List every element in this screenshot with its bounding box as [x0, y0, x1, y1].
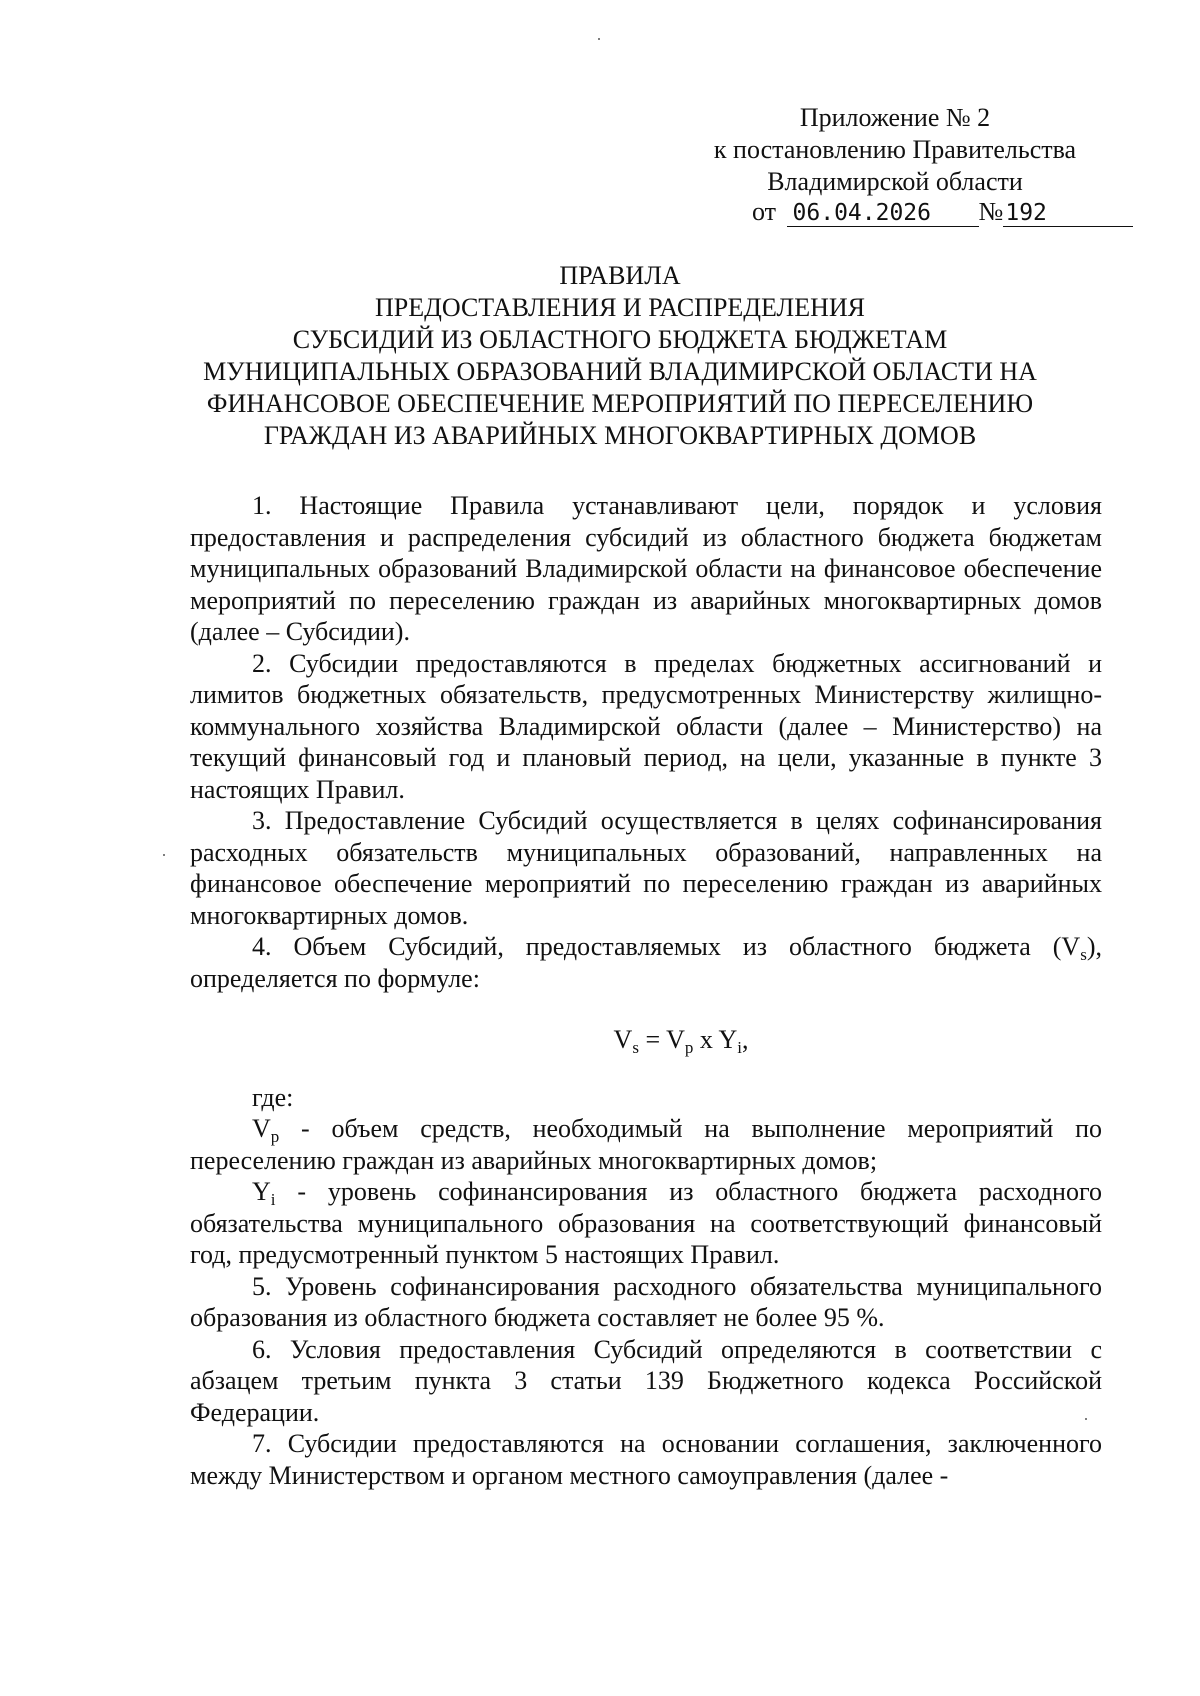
paragraph-3: 3. Предоставление Субсидий осуществляется в целях софинансирования расходных обязательств муниципальных образований, направленных на финансовое обеспечение мероприятий по переселению граждан из аварийных многоквартирных домов. — [190, 806, 1102, 930]
formula-s-sub: s — [632, 1038, 639, 1057]
paragraph-5: 5. Уровень софинансирования расходного обязательства муниципального образования из областного бюджета составляет не более 95 %. — [190, 1271, 1102, 1332]
yi-text: - уровень софинансирования из областного бюджета расходного обязательства муниципального образования на соответствующий финансовый год, предусмотренный пунктом 5 настоящих Правил. — [190, 1177, 1102, 1269]
vp-subscript: p — [270, 1127, 280, 1146]
paragraph-1: 1. Настоящие Правила устанавливают цели, порядок и условия предоставления и распределения субсидий из областного бюджета бюджетам муниципальных образований Владимирской области на финансовое обеспечение мероприятий по переселению граждан из аварийных многоквартирных домов (далее – Субсидии). — [190, 491, 1102, 646]
vp-symbol: V — [252, 1114, 271, 1143]
formula-v: V — [613, 1025, 633, 1054]
heading-line-1: ПРАВИЛА — [559, 261, 681, 290]
document-body — [190, 490, 1102, 1491]
heading-line-2: ПРЕДОСТАВЛЕНИЯ И РАСПРЕДЕЛЕНИЯ — [375, 293, 865, 322]
from-label: от — [752, 197, 777, 226]
heading-line-3: СУБСИДИЙ ИЗ ОБЛАСТНОГО БЮДЖЕТА БЮДЖЕТАМ — [292, 325, 948, 354]
paragraph-4-end: ), определяется по формуле: — [190, 932, 1102, 993]
resolution-date: 06.04.2026 — [787, 200, 979, 227]
yi-definition — [190, 1176, 1102, 1271]
heading-line-6: ГРАЖДАН ИЗ АВАРИЙНЫХ МНОГОКВАРТИРНЫХ ДОМОВ — [263, 421, 977, 450]
vp-text: - объем средств, необходимый на выполнение мероприятий по переселению граждан из аварийных многоквартирных домов; — [190, 1114, 1102, 1175]
paragraph-4-subscript: s — [1080, 945, 1087, 964]
resolution-date-number — [752, 196, 1133, 228]
formula — [190, 1024, 1102, 1056]
document-heading — [140, 260, 1100, 452]
appendix-region: Владимирской области — [767, 167, 1023, 196]
scan-speck — [598, 38, 600, 40]
heading-line-4: МУНИЦИПАЛЬНЫХ ОБРАЗОВАНИЙ ВЛАДИМИРСКОЙ ОБЛАСТИ НА — [203, 357, 1037, 386]
appendix-header — [690, 102, 1100, 198]
resolution-number: 192 — [1003, 200, 1133, 227]
paragraph-2: 2. Субсидии предоставляются в пределах бюджетных ассигнований и лимитов бюджетных обязательств, предусмотренных Министерству жилищно-коммунального хозяйства Владимирской области (далее – Министерство) на текущий финансовый год и плановый период, на цели, указанные в пункте 3 настоящих Правил. — [190, 648, 1102, 804]
formula-x: x Y — [693, 1025, 738, 1054]
formula-i-sub: i — [737, 1038, 742, 1057]
number-label: № — [978, 197, 1004, 226]
paragraph-4-text: 4. Объем Субсидий, предоставляемых из областного бюджета (V — [252, 932, 1081, 961]
paragraph-6: 6. Условия предоставления Субсидий определяются в соответствии с абзацем третьим пункта 3 статьи 139 Бюджетного кодекса Российской Федерации. — [190, 1334, 1102, 1427]
paragraph-7: 7. Субсидии предоставляются на основании соглашения, заключенного между Министерством и органом местного самоуправления (далее - — [190, 1429, 1102, 1490]
heading-line-5: ФИНАНСОВОЕ ОБЕСПЕЧЕНИЕ МЕРОПРИЯТИЙ ПО ПЕРЕСЕЛЕНИЮ — [206, 389, 1034, 418]
scan-speck — [1085, 1418, 1087, 1420]
appendix-resolution: к постановлению Правительства — [713, 135, 1077, 164]
paragraph-4 — [190, 931, 1102, 994]
where-label: где: — [252, 1082, 294, 1112]
formula-p-sub: p — [684, 1038, 694, 1057]
yi-subscript: i — [270, 1190, 276, 1209]
vp-definition — [190, 1113, 1102, 1176]
formula-end: , — [741, 1025, 749, 1054]
scan-speck — [163, 854, 165, 856]
formula-eq: = V — [638, 1025, 685, 1054]
yi-symbol: Y — [252, 1177, 271, 1206]
appendix-title: Приложение № 2 — [799, 103, 991, 132]
